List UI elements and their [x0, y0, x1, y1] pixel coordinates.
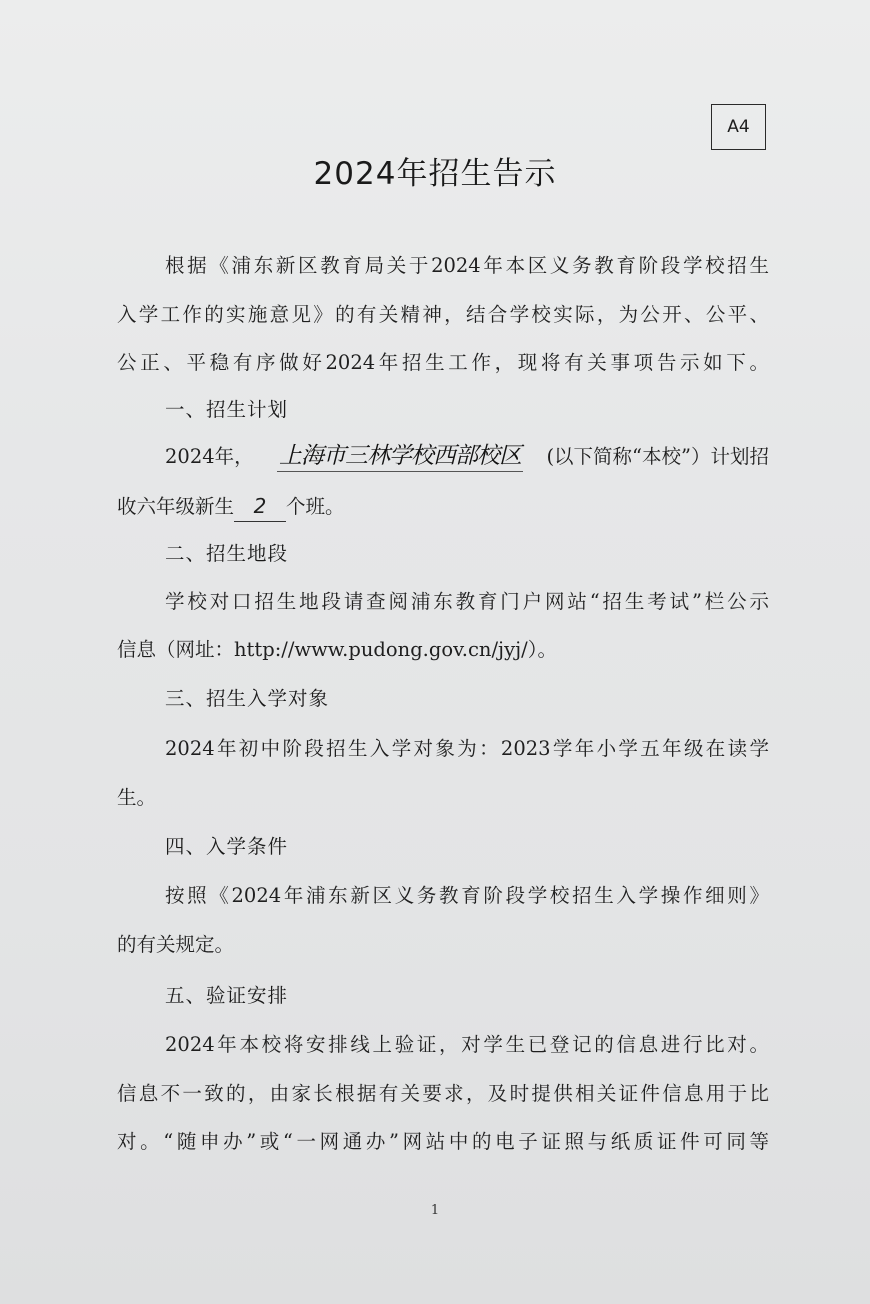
section-4-heading: 四、入学条件	[165, 835, 289, 858]
section-4-line-2: 的有关规定。	[117, 933, 235, 956]
section-3-heading: 三、招生入学对象	[165, 687, 330, 710]
section-5-line-1: 2024年本校将安排线上验证，对学生已登记的信息进行比对。	[165, 1033, 769, 1056]
section-1-heading: 一、招生计划	[165, 398, 289, 421]
section-2-line-2: 信息（网址：http://www.pudong.gov.cn/jyj/）。	[117, 638, 557, 661]
section-5-heading: 五、验证安排	[165, 984, 289, 1007]
section-2-heading: 二、招生地段	[165, 542, 289, 565]
intro-line-1: 根据《浦东新区教育局关于2024年本区义务教育阶段学校招生	[165, 254, 769, 277]
page-number: 1	[430, 1203, 440, 1218]
section-1-line2-suffix: 个班。	[286, 495, 345, 518]
section-2-line-1: 学校对口招生地段请查阅浦东教育门户网站“招生考试”栏公示	[165, 590, 769, 613]
handwritten-school-name: 上海市三林学校西部校区	[277, 441, 523, 472]
document-title: 2024年招生告示	[313, 156, 557, 192]
section-3-line-2: 生。	[117, 786, 157, 809]
section-1-line-1	[165, 441, 769, 472]
section-3-line-1: 2024年初中阶段招生入学对象为：2023学年小学五年级在读学	[165, 737, 769, 760]
section-1-line-2	[117, 491, 769, 522]
handwritten-class-count: 2	[234, 491, 286, 522]
intro-line-2: 入学工作的实施意见》的有关精神，结合学校实际，为公开、公平、	[117, 303, 769, 326]
section-1-suffix: (以下简称“本校”）计划招	[546, 445, 769, 468]
section-1-line2-prefix: 收六年级新生	[117, 495, 235, 518]
section-1-prefix: 2024年，	[165, 445, 254, 468]
corner-label-box: A4	[711, 104, 766, 150]
section-5-line-2: 信息不一致的，由家长根据有关要求，及时提供相关证件信息用于比	[117, 1082, 769, 1105]
intro-line-3: 公正、平稳有序做好2024年招生工作，现将有关事项告示如下。	[117, 351, 769, 374]
section-5-line-3: 对。“随申办”或“一网通办”网站中的电子证照与纸质证件可同等	[117, 1130, 769, 1153]
section-4-line-1: 按照《2024年浦东新区义务教育阶段学校招生入学操作细则》	[165, 884, 769, 907]
